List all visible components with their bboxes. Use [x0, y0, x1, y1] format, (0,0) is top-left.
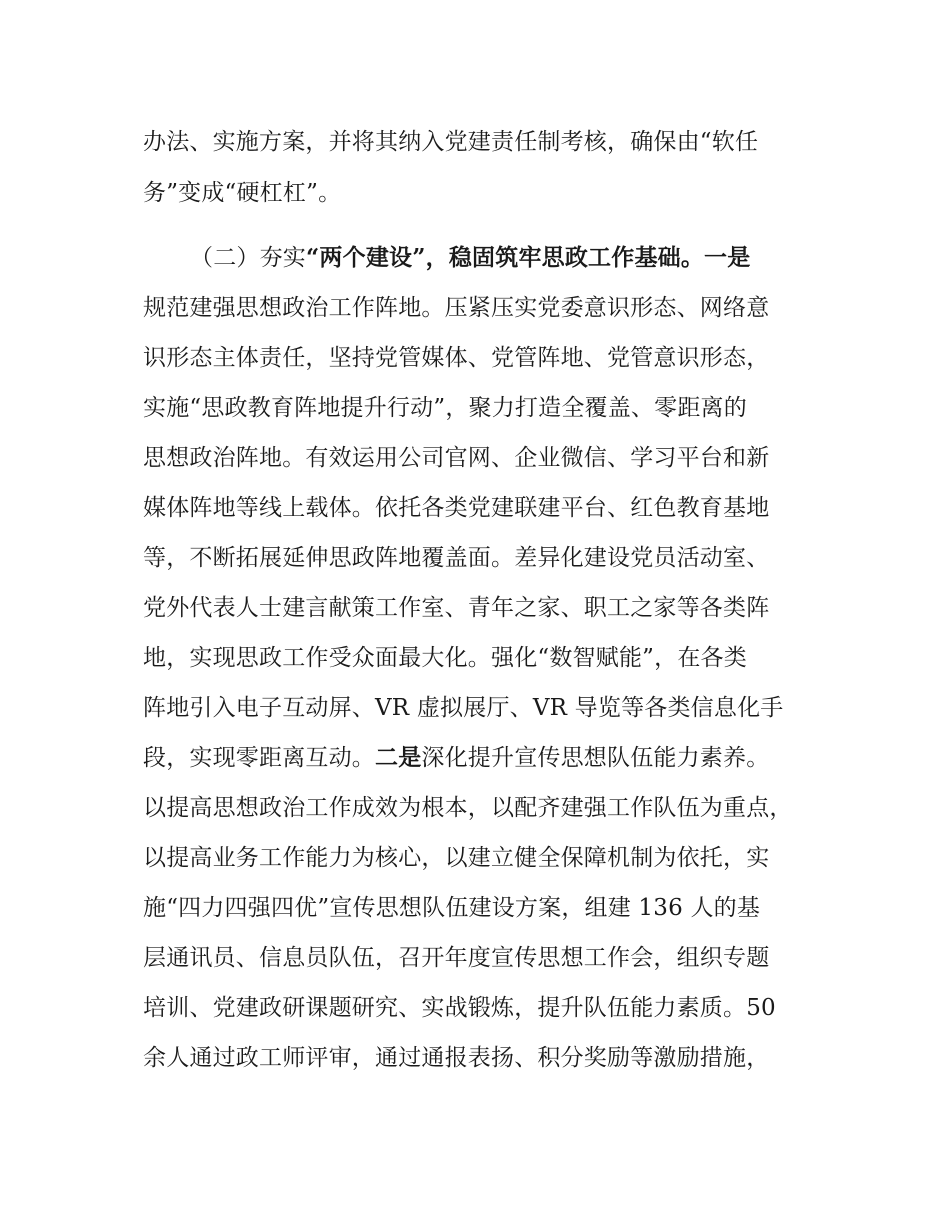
text-segment: 地，实现思政工作受众面最大化。强化“数智赋能”，在各类 [143, 645, 747, 671]
text-line [143, 842, 823, 874]
text-line [143, 492, 823, 524]
text-line [143, 542, 823, 574]
text-line [143, 342, 823, 374]
text-line [143, 442, 823, 474]
text-line [143, 942, 823, 974]
text-line [143, 292, 823, 324]
text-line [143, 992, 823, 1024]
text-segment: 实施“思政教育阵地提升行动”，聚力打造全覆盖、零距离的 [143, 395, 747, 421]
text-line [143, 1042, 823, 1074]
text-segment: 办法、实施方案，并将其纳入党建责任制考核，确保由“软任 [143, 129, 759, 155]
section-heading-line [190, 242, 870, 274]
text-segment: 党外代表人士建言献策工作室、青年之家、职工之家等各类阵 [143, 595, 770, 621]
text-segment: （二）夯实 [190, 245, 306, 271]
text-segment: 余人通过政工师评审，通过通报表扬、积分奖励等激励措施， [143, 1045, 770, 1071]
text-line [143, 177, 823, 209]
text-line [143, 792, 823, 824]
text-line [143, 692, 823, 724]
text-segment: 施“四力四强四优”宣传思想队伍建设方案，组建 136 人的基 [143, 895, 761, 921]
text-segment: 培训、党建政研课题研究、实战锻炼，提升队伍能力素质。50 [143, 995, 776, 1021]
text-segment: 规范建强思想政治工作阵地。压紧压实党委意识形态、网络意 [143, 295, 770, 321]
text-line [143, 742, 823, 774]
text-line [143, 592, 823, 624]
text-segment: 段，实现零距离互动。 [143, 745, 375, 771]
text-segment: 以提高思想政治工作成效为根本，以配齐建强工作队伍为重点， [143, 795, 793, 821]
text-segment: 层通讯员、信息员队伍，召开年度宣传思想工作会，组织专题 [143, 945, 770, 971]
bold-text-segment: 二是 [375, 744, 422, 771]
text-segment: 务”变成“硬杠杠”。 [143, 180, 342, 206]
text-segment: 思想政治阵地。有效运用公司官网、企业微信、学习平台和新 [143, 445, 770, 471]
text-segment: 深化提升宣传思想队伍能力素养。 [421, 745, 770, 771]
text-line [143, 126, 823, 158]
text-segment: 媒体阵地等线上载体。依托各类党建联建平台、红色教育基地 [143, 495, 770, 521]
text-line [143, 642, 823, 674]
text-segment: 以提高业务工作能力为核心，以建立健全保障机制为依托，实 [143, 845, 770, 871]
bold-text-segment: “两个建设”，稳固筑牢思政工作基础。一是 [306, 244, 751, 271]
text-segment: 等，不断拓展延伸思政阵地覆盖面。差异化建设党员活动室、 [143, 545, 770, 571]
text-line [143, 392, 823, 424]
text-segment: 识形态主体责任，坚持党管媒体、党管阵地、党管意识形态， [143, 345, 770, 371]
text-segment: 阵地引入电子互动屏、VR 虚拟展厅、VR 导览等各类信息化手 [143, 695, 784, 721]
text-line [143, 892, 823, 924]
